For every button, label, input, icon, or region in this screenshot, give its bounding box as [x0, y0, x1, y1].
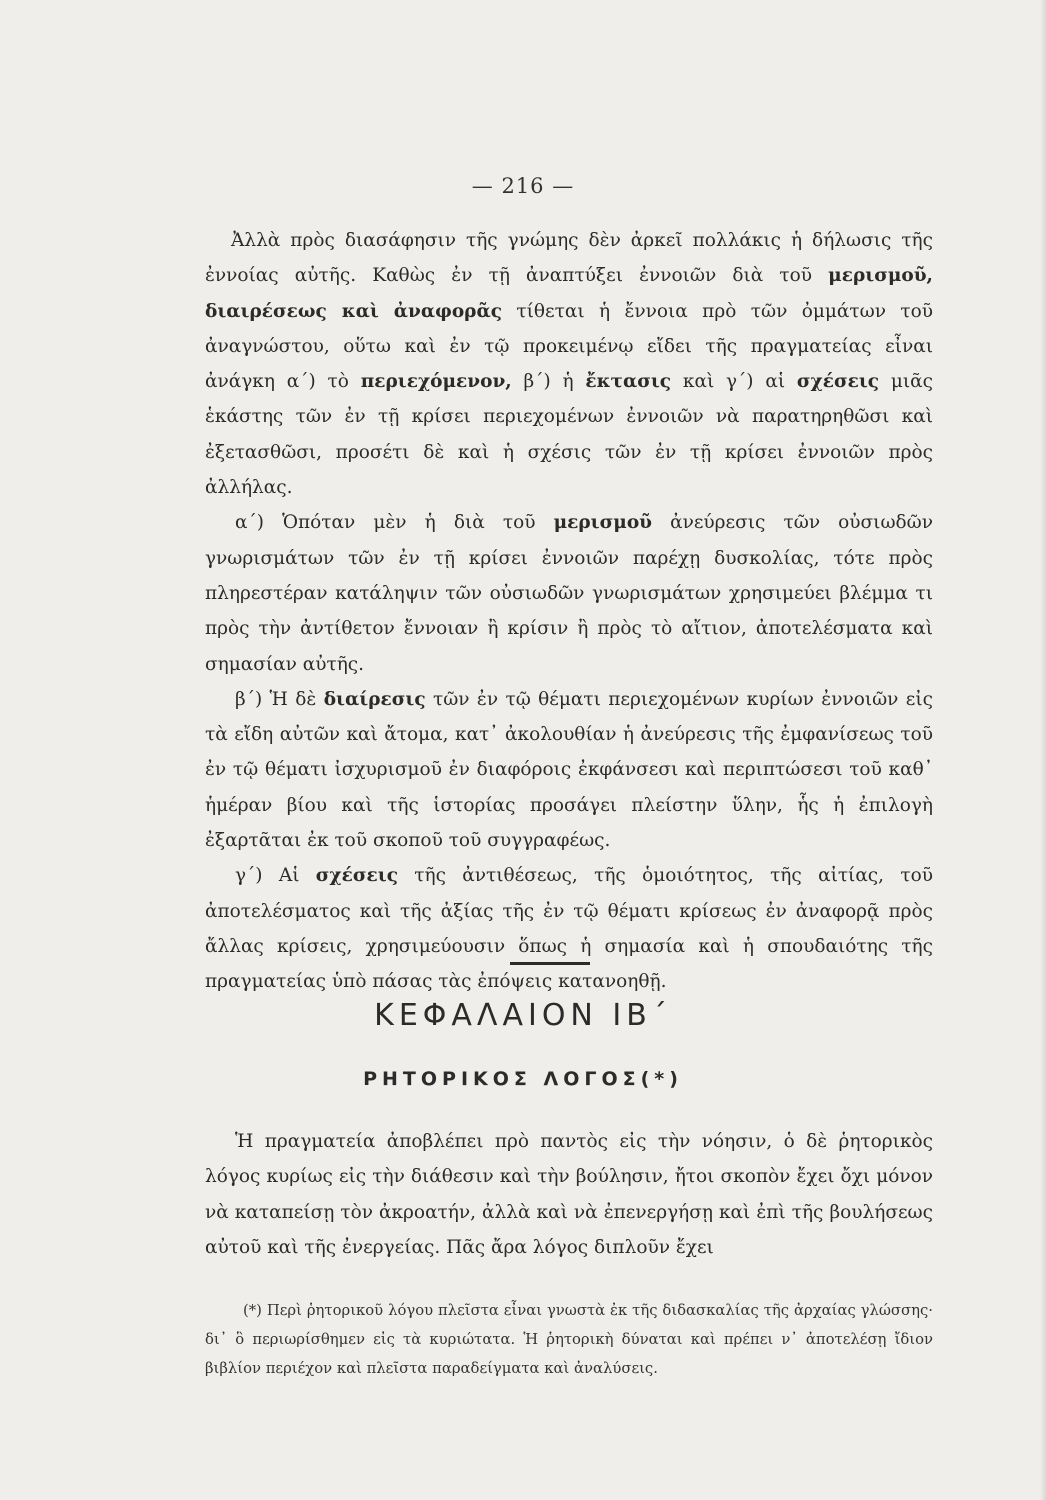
paragraph-1-bold-b: περιεχόμενον, [360, 371, 512, 393]
paragraph-4-text-b: τῆς ἀντιθέσεως, τῆς ὁμοιότητος, τῆς αἰτίας, τοῦ ἀποτελέσματος καὶ τῆς ἀξίας τῆς ἐν τῷ θέματι κρίσεως ἐν ἀναφορᾷ πρὸς ἄλλας κρίσεις, χρησιμεύουσιν ὅπως ἡ σημασία καὶ ἡ σπουδαιότης τῆς πραγματείας ὑπὸ πάσας τὰς ἐπόψεις κατανοηθῇ. [205, 865, 933, 993]
page-number: — 216 — [471, 174, 575, 198]
section-title: ΡΗΤΟΡΙΚΟΣ ΛΟΓΟΣ(*) [363, 1068, 683, 1090]
paragraph-4-text-a: γ΄) Αἱ [235, 865, 316, 887]
chapter-intro-paragraph: Ἡ πραγματεία ἀποβλέπει πρὸ παντὸς εἰς τὴν νόησιν, ὁ δὲ ῥητορικὸς λόγος κυρίως εἰς τὴν διάθεσιν καὶ τὴν βούλησιν, ἤτοι σκοπὸν ἔχει ὄχι μόνον νὰ καταπείσῃ τὸν ἀκροατήν, ἀλλὰ καὶ νὰ ἐπενεργήσῃ καὶ ἐπὶ τῆς βουλήσεως αὐτοῦ καὶ τῆς ἐνεργείας. Πᾶς ἄρα λόγος διπλοῦν ἔχει [205, 1131, 933, 1258]
paragraph-3-bold: διαίρεσις [323, 688, 426, 710]
paragraph-1-text-b: τίθεται ἡ ἔννοια πρὸ τῶν ὀμμάτων τοῦ ἀναγνώστου, οὕτω καὶ ἐν τῷ προκειμένῳ εἴδει τῆς πραγματείας εἶναι ἀνάγκη α΄) τὸ [205, 300, 934, 393]
paragraph-4-bold: σχέσεις [315, 865, 398, 887]
page-edge [1040, 0, 1046, 1500]
paragraph-2-text-a: α΄) Ὁπόταν μὲν ἡ διὰ τοῦ [235, 512, 554, 534]
section-divider [510, 962, 590, 965]
footnote-text: (*) Περὶ ῥητορικοῦ λόγου πλεῖστα εἶναι γνωστὰ ἐκ τῆς διδασκαλίας τῆς ἀρχαίας γλώσσης· δι᾽ ὃ περιωρίσθημεν εἰς τὰ κυριώτατα. Ἡ ῥητορικὴ δύναται καὶ πρέπει ν᾽ ἀποτελέσῃ ἴδιον βιβλίον περιέχον καὶ πλεῖστα παραδείγματα καὶ ἀναλύσεις. [205, 1302, 933, 1377]
chapter-intro-text [205, 1124, 933, 1265]
paragraph-1 [205, 223, 933, 505]
paragraph-4 [205, 858, 933, 999]
paragraph-2-bold: μερισμοῦ [553, 512, 652, 534]
paragraph-1-text-d: καὶ γ΄) αἱ [671, 371, 797, 393]
paragraph-2-text-b: ἀνεύρεσις τῶν οὐσιωδῶν γνωρισμάτων τῶν ἐν τῇ κρίσει ἐννοιῶν παρέχῃ δυσκολίας, τότε πρὸς πληρεστέραν κατάληψιν τῶν οὐσιωδῶν γνωρισμάτων χρησιμεύει βλέμμα τι πρὸς τὴν ἀντίθετον ἔννοιαν ἢ κρίσιν ἢ πρὸς τὸ αἴτιον, ἀποτελέσματα καὶ σημασίαν αὐτῆς. [205, 512, 933, 675]
paragraph-3-text-b: τῶν ἐν τῷ θέματι περιεχομένων κυρίων ἐννοιῶν εἰς τὰ εἴδη αὐτῶν καὶ ἄτομα, κατ᾽ ἀκολουθίαν ἡ ἀνεύρεσις τῆς ἐμφανίσεως τοῦ ἐν τῷ θέματι ἰσχυρισμοῦ ἐν διαφόροις ἐκφάνσεσι καὶ περιπτώσεσι τοῦ καθ᾽ ἡμέραν βίου καὶ τῆς ἱστορίας προσάγει πλείστην ὕλην, ἧς ἡ ἐπιλογὴ ἐξαρτᾶται ἐκ τοῦ σκοποῦ τοῦ συγγραφέως. [205, 688, 933, 852]
paragraph-1-bold-c: ἔκτασις [585, 371, 672, 393]
chapter-title: ΚΕΦΑΛΑΙΟΝ ΙΒ΄ [374, 998, 672, 1033]
body-text [205, 223, 933, 1000]
paragraph-1-bold-a: μερισμοῦ, διαιρέσεως καὶ ἀναφορᾶς [205, 265, 933, 322]
paragraph-1-bold-d: σχέσεις [796, 371, 880, 393]
paragraph-3-text-a: β΄) Ἡ δὲ [235, 688, 324, 710]
paragraph-1-text-a: Ἀλλὰ πρὸς διασάφησιν τῆς γνώμης δὲν ἀρκεῖ πολλάκις ἡ δήλωσις τῆς ἐννοίας αὐτῆς. Καθὼς ἐν τῇ ἀναπτύξει ἐννοιῶν διὰ τοῦ [205, 230, 933, 287]
paragraph-2 [205, 505, 933, 681]
footnote [205, 1296, 933, 1383]
paragraph-1-text-c: β΄) ἡ [511, 371, 586, 393]
paragraph-1-text-e: μιᾶς ἑκάστης τῶν ἐν τῇ κρίσει περιεχομένων ἐννοιῶν νὰ παρατηρηθῶσι καὶ ἐξετασθῶσι, προσέτι δὲ καὶ ἡ σχέσις τῶν ἐν τῇ κρίσει ἐννοιῶν πρὸς ἀλλήλας. [205, 371, 934, 499]
paragraph-3 [205, 682, 933, 858]
